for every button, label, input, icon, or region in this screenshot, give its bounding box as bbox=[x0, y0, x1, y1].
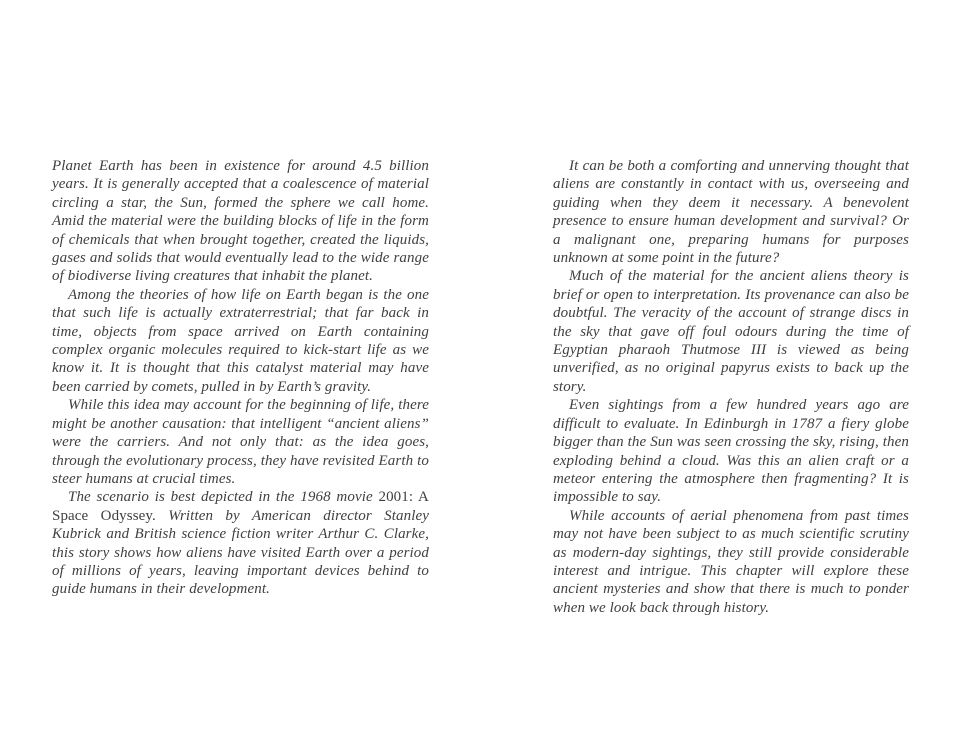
paragraph-text: Much of the material for the ancient aliens theory is brief or open to interpretation. Its provenance can also be doubtful. The veracity of the account of strange discs in the sky that gave off foul odours during the time of Egyptian pharaoh Thutmose III is viewed as being unverified, as no original papyrus exists to back up the story. bbox=[553, 268, 909, 395]
paragraph bbox=[52, 286, 429, 396]
paragraph-text: It can be both a comforting and unnerving thought that aliens are constantly in contact with us, overseeing and guiding when they deem it necessary. A benevolent presence to ensure human development and survival? Or a malignant one, preparing humans for purposes unknown at some point in the future? bbox=[553, 158, 909, 267]
paragraph bbox=[52, 157, 429, 286]
paragraph-text: Among the theories of how life on Earth began is the one that such life is actually extraterrestrial; that far back in time, objects from space arrived on Earth containing complex organic molecules required to kick-start life as we know it. It is thought that this catalyst material may have been carried by comets, pulled in by Earth’s gravity. bbox=[52, 286, 429, 395]
paragraph-text: Written by American director Stanley Kubrick and British science fiction writer Arthur C. Clarke, this story shows how aliens have visited Earth over a period of millions of years, leaving important devices behind to guide humans in their development. bbox=[52, 507, 429, 598]
paragraph bbox=[553, 157, 909, 267]
paragraph bbox=[52, 396, 429, 488]
paragraph bbox=[553, 267, 909, 396]
paragraph-text: Planet Earth has been in existence for around 4.5 billion years. It is generally accepted that a coalescence of material circling a star, the Sun, formed the sphere we call home. Amid the material were the building blocks of life in the form of chemicals that when brought together, created the liquids, gases and solids that would eventually lead to the wide range of biodiverse living creatures that inhabit the planet. bbox=[52, 158, 429, 285]
paragraph-text: Even sightings from a few hundred years ago are difficult to evaluate. In Edinburgh in 1787 a fiery globe bigger than the Sun was seen crossing the sky, rising, then exploding behind a cloud. Was this an alien craft or a meteor entering the atmosphere then fragmenting? It is impossible to say. bbox=[553, 397, 909, 506]
movie-title-text: 2001: A Space Odyssey. bbox=[52, 489, 429, 524]
paragraph-text: The scenario is best depicted in the 1968 movie bbox=[68, 489, 379, 506]
paragraph-text: While this idea may account for the beginning of life, there might be another causation: that intelligent “ancient aliens” were the carriers. And not only that: as the idea goes, through the evolutionary process, they have revisited Earth to steer humans at crucial times. bbox=[52, 397, 429, 487]
paragraph-text: While accounts of aerial phenomena from past times may not have been subject to as much scientific scrutiny as modern-day sightings, they still provide considerable interest and intrigue. This chapter will explore these ancient mysteries and show that there is much to ponder when we look back through history. bbox=[553, 507, 909, 616]
paragraph bbox=[52, 488, 429, 598]
left-page-text-column bbox=[52, 157, 429, 599]
paragraph bbox=[553, 507, 909, 617]
paragraph bbox=[553, 396, 909, 506]
right-page-text-column bbox=[553, 157, 909, 617]
